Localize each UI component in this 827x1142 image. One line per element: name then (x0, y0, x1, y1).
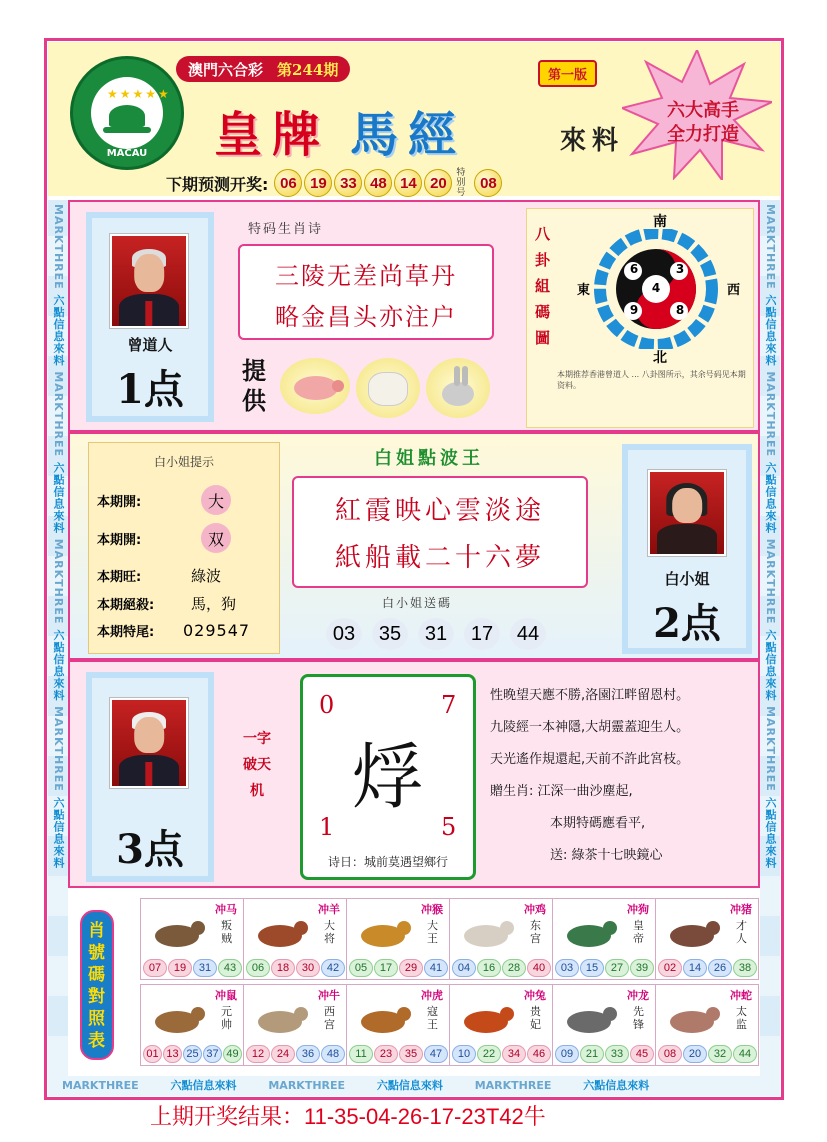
zodiac-numbers (658, 959, 757, 977)
zodiac-number: 18 (271, 959, 295, 977)
section-1 (68, 200, 760, 432)
riddle-number-tr: 7 (441, 691, 457, 719)
zodiac-label: 贵妃 (530, 1005, 541, 1031)
bagua-number: 9 (629, 303, 639, 317)
zodiac-number: 03 (555, 959, 579, 977)
side-brand-en: MARKTHREE (764, 538, 777, 625)
zodiac-label: 大王 (427, 919, 438, 945)
zodiac-chong: 冲猴 (421, 903, 443, 916)
zodiac-number: 01 (143, 1045, 162, 1063)
person-photo-3 (110, 698, 188, 788)
predict-ball: 06 (274, 169, 302, 197)
zodiac-chong: 冲蛇 (730, 989, 752, 1002)
person-photo-1 (110, 234, 188, 328)
slogan-line2: 全力打造 (667, 124, 739, 145)
zodiac-cell (140, 984, 244, 1066)
zodiac-number: 29 (399, 959, 423, 977)
zodiac-cell (655, 984, 759, 1066)
tip-value: 029547 (183, 621, 251, 640)
verse-line: 送: 綠茶十七映鏡心 (550, 848, 663, 863)
zodiac-number: 31 (193, 959, 217, 977)
verse-line: 贈生肖: 江深一曲沙塵起, (490, 784, 633, 799)
zodiac-section (68, 890, 760, 1076)
zodiac-numbers (555, 1045, 654, 1063)
last-result: 上期开奖结果：11-35-04-26-17-23T42牛 (150, 1104, 546, 1129)
tip-label: 本期特尾: (97, 625, 155, 640)
zodiac-cell (346, 984, 450, 1066)
bottom-brand-en: MARKTHREE (62, 1079, 139, 1092)
side-brand-en: MARKTHREE (764, 204, 777, 290)
issue-ribbon (176, 56, 350, 82)
send-number: 17 (464, 618, 500, 650)
zodiac-label: 寇王 (427, 1005, 438, 1031)
zodiac-number: 38 (733, 959, 757, 977)
title-part1: 皇牌 (214, 106, 331, 163)
predict-ball: 14 (394, 169, 422, 197)
zodiac-number: 47 (424, 1045, 448, 1063)
zodiac-number: 48 (321, 1045, 345, 1063)
zodiac-number: 20 (683, 1045, 707, 1063)
issue-number: 第244期 (277, 60, 339, 79)
predict-label: 下期预测开奖: (166, 174, 269, 194)
zodiac-number: 41 (424, 959, 448, 977)
bagua-east: 東 (577, 283, 591, 298)
riddle-number-br: 5 (441, 813, 457, 841)
bagua-number: 8 (675, 303, 685, 317)
zodiac-number: 34 (502, 1045, 526, 1063)
zodiac-numbers (452, 1045, 551, 1063)
poem-line-2b: 紙船載二十六夢 (334, 543, 545, 573)
send-number: 35 (372, 618, 408, 650)
zodiac-number: 36 (296, 1045, 320, 1063)
zodiac-chong: 冲羊 (318, 903, 340, 916)
zodiac-number: 21 (580, 1045, 604, 1063)
zodiac-number: 14 (683, 959, 707, 977)
zodiac-number: 46 (527, 1045, 551, 1063)
tips-card (88, 442, 280, 654)
tip-row (97, 621, 250, 640)
tiger-icon (355, 915, 413, 955)
zodiac-number: 13 (163, 1045, 182, 1063)
zodiac-chong: 冲兔 (524, 989, 546, 1002)
rooster-icon (458, 1001, 516, 1041)
zodiac-cell (552, 984, 656, 1066)
side-brand-cn: 六點信息來料 (764, 461, 777, 534)
tip-row (97, 565, 221, 586)
side-brand-cn: 六點信息來料 (764, 294, 777, 367)
zodiac-cell (449, 984, 553, 1066)
side-brand-cn: 六點信息來料 (52, 294, 65, 367)
section-3 (68, 660, 760, 888)
slogan-burst (622, 50, 772, 180)
verse-line: 性晚望天應不勝,洛園江畔留恩村。 (490, 688, 690, 703)
zodiac-side-label (80, 910, 114, 1060)
side-brand-cn: 六點信息來料 (52, 461, 65, 534)
send-number: 31 (418, 618, 454, 650)
riddle-number-tl: 0 (319, 691, 335, 719)
tip-label: 本期開: (97, 532, 142, 548)
verse-line: 天光遙作規還起,天前不許此宮枝。 (490, 752, 690, 767)
section-2 (68, 432, 760, 660)
person-card-3 (86, 672, 214, 882)
zodiac-cell (655, 898, 759, 980)
tip-label: 本期絕殺: (97, 598, 155, 613)
zodiac-number: 25 (183, 1045, 202, 1063)
side-brand-cn: 六點信息來料 (52, 796, 65, 869)
zodiac-label: 叛贼 (221, 919, 232, 945)
goat-icon (252, 1001, 310, 1041)
zodiac-chong: 冲马 (215, 903, 237, 916)
bottom-brand-cn: 六點信息來料 (376, 1079, 443, 1092)
emblem-caption: MACAU (106, 148, 148, 159)
zodiac-number: 24 (271, 1045, 295, 1063)
poem-box-1 (238, 244, 494, 340)
zodiac-number: 28 (502, 959, 526, 977)
riddle-caption: 诗日：城前莫遇望鄉行 (327, 855, 448, 869)
zodiac-number: 10 (452, 1045, 476, 1063)
send-numbers (326, 618, 546, 650)
zodiac-numbers (658, 1045, 757, 1063)
tip-value: 大 (201, 485, 231, 515)
zodiac-number: 04 (452, 959, 476, 977)
zodiac-number: 16 (477, 959, 501, 977)
snake-icon (664, 915, 722, 955)
side-brand-en: MARKTHREE (764, 371, 777, 458)
zodiac-side-text: 肖號碼對照表 (88, 921, 105, 1051)
zodiac-number: 23 (374, 1045, 398, 1063)
verse-line: 本期特碼應看平, (550, 816, 646, 831)
monkey-icon (355, 1001, 413, 1041)
bottom-brand-strip (48, 1076, 780, 1096)
zodiac-number: 43 (218, 959, 242, 977)
zodiac-cell (140, 898, 244, 980)
bagua-north: 北 (653, 350, 667, 366)
predict-ball: 19 (304, 169, 332, 197)
dragon-icon (561, 915, 619, 955)
riddle-char: 烰 (351, 735, 424, 819)
title-part2: 馬經 (350, 106, 467, 163)
zodiac-number: 30 (296, 959, 320, 977)
pig-icon (280, 358, 350, 414)
side-brand-cn: 六點信息來料 (764, 629, 777, 702)
zodiac-number: 08 (658, 1045, 682, 1063)
person-name-1: 曾道人 (127, 336, 173, 354)
predict-ball: 33 (334, 169, 362, 197)
side-brand-cn: 六點信息來料 (52, 629, 65, 702)
tip-label: 本期旺: (97, 570, 142, 585)
zodiac-number: 02 (658, 959, 682, 977)
tip-row (97, 485, 231, 515)
rat-icon (149, 915, 207, 955)
tip-row (97, 593, 236, 614)
zodiac-cell (243, 898, 347, 980)
zodiac-chong: 冲猪 (730, 903, 752, 916)
ox-icon (252, 915, 310, 955)
side-brand-en: MARKTHREE (764, 706, 777, 792)
tip-label: 本期開: (97, 494, 142, 510)
zodiac-chong: 冲牛 (318, 989, 340, 1002)
tip-value: 馬，狗 (191, 595, 237, 613)
poem-line-2: 略金昌头亦注户 (275, 303, 457, 331)
poem-box-2 (292, 476, 588, 588)
zodiac-numbers (555, 959, 654, 977)
zodiac-label: 皇帝 (633, 919, 644, 945)
pig-icon (664, 1001, 722, 1041)
zodiac-number: 26 (708, 959, 732, 977)
dog-icon (561, 1001, 619, 1041)
hint-label: 一字破天机 (243, 731, 271, 799)
verse-block (490, 680, 760, 872)
zodiac-chong: 冲鸡 (524, 903, 546, 916)
edition-badge: 第一版 (538, 60, 597, 87)
zodiac-number: 09 (555, 1045, 579, 1063)
header (48, 42, 780, 196)
bottom-brand-cn: 六點信息來料 (583, 1079, 650, 1092)
bagua-south: 南 (653, 214, 667, 230)
bottom-brand-en: MARKTHREE (474, 1079, 552, 1092)
zodiac-cell (243, 984, 347, 1066)
zodiac-label: 大将 (324, 919, 335, 945)
zodiac-number: 42 (321, 959, 345, 977)
tip-value: 綠波 (191, 567, 222, 585)
zodiac-number: 49 (223, 1045, 242, 1063)
bagua-west: 西 (727, 283, 741, 298)
provide-label: 提供 (242, 356, 266, 415)
tip-row (97, 523, 231, 553)
right-side-strip (760, 200, 780, 1076)
poem-subtitle-2: 白姐點波王 (374, 448, 484, 469)
zodiac-chong: 冲鼠 (215, 989, 237, 1002)
slogan-line1: 六大高手 (667, 100, 739, 121)
zodiac-number: 05 (349, 959, 373, 977)
zodiac-number: 15 (580, 959, 604, 977)
poem-line-1: 三陵无差尚草丹 (275, 262, 457, 290)
person-photo-2 (648, 470, 726, 556)
rabbit-icon (426, 358, 490, 418)
rabbit-icon (458, 915, 516, 955)
score-1: 1点 (116, 366, 184, 413)
zodiac-number: 22 (477, 1045, 501, 1063)
bagua-number: 4 (651, 281, 661, 295)
zodiac-number: 19 (168, 959, 192, 977)
horse-icon (149, 1001, 207, 1041)
left-side-strip (48, 200, 68, 1076)
side-brand-en: MARKTHREE (52, 204, 65, 290)
score-2: 2点 (653, 600, 721, 647)
zodiac-number: 40 (527, 959, 551, 977)
zodiac-cell (449, 898, 553, 980)
zodiac-label: 才人 (736, 919, 747, 945)
side-brand-cn: 六點信息來料 (764, 796, 777, 869)
zodiac-cell (346, 898, 450, 980)
special-label: 特别号 (456, 168, 466, 198)
zodiac-number: 17 (374, 959, 398, 977)
riddle-box (300, 674, 476, 880)
zodiac-label: 先锋 (633, 1005, 644, 1031)
side-brand-en: MARKTHREE (52, 706, 65, 792)
zodiac-label: 西宫 (324, 1005, 335, 1031)
lottery-name: 澳門六合彩 (188, 60, 264, 79)
poem-line-2a: 紅霞映心雲淡途 (334, 496, 545, 526)
zodiac-label: 元帅 (221, 1005, 232, 1031)
zodiac-numbers (349, 959, 448, 977)
zodiac-number: 11 (349, 1045, 373, 1063)
send-number: 44 (510, 618, 546, 650)
predict-ball: 48 (364, 169, 392, 197)
bagua-note: 本期推荐香港曾道人 ... 八卦图所示，其余号码见本期资料。 (557, 370, 746, 390)
zodiac-number: 39 (630, 959, 654, 977)
send-number: 03 (326, 618, 362, 650)
source-label: 來料 (560, 126, 625, 156)
bottom-brand-en: MARKTHREE (268, 1079, 346, 1092)
bottom-brand-cn: 六點信息來料 (170, 1079, 237, 1092)
zodiac-number: 07 (143, 959, 167, 977)
bagua-number: 6 (629, 262, 639, 276)
zodiac-numbers (246, 1045, 345, 1063)
zodiac-cell (552, 898, 656, 980)
zodiac-number: 35 (399, 1045, 423, 1063)
zodiac-grid (140, 898, 760, 1070)
zodiac-numbers (246, 959, 345, 977)
zodiac-number: 44 (733, 1045, 757, 1063)
zodiac-numbers (349, 1045, 448, 1063)
tips-title: 白小姐提示 (153, 455, 214, 469)
page-title (214, 100, 467, 163)
verse-line: 九陵經一本神隱,大胡靈蓋迎生人。 (490, 720, 690, 735)
send-label: 白小姐送碼 (382, 596, 453, 610)
zodiac-number: 45 (630, 1045, 654, 1063)
zodiac-chong: 冲虎 (421, 989, 443, 1002)
poem-subtitle-1: 特码生肖诗 (248, 222, 324, 237)
zodiac-numbers (452, 959, 551, 977)
special-ball: 08 (474, 169, 502, 197)
side-brand-en: MARKTHREE (52, 538, 65, 625)
zodiac-numbers (143, 1045, 242, 1063)
bagua-panel (526, 208, 754, 428)
person-name-2: 白小姐 (664, 570, 710, 588)
zodiac-number: 33 (605, 1045, 629, 1063)
zodiac-chong: 冲狗 (627, 903, 649, 916)
zodiac-label: 东宫 (530, 919, 541, 945)
prediction-row (166, 168, 502, 198)
side-brand-en: MARKTHREE (52, 371, 65, 458)
tip-value: 双 (201, 523, 231, 553)
zodiac-number: 06 (246, 959, 270, 977)
riddle-number-bl: 1 (319, 813, 335, 841)
bagua-number: 3 (675, 262, 685, 276)
score-3: 3点 (116, 826, 184, 873)
zodiac-chong: 冲龙 (627, 989, 649, 1002)
person-card-2 (622, 444, 752, 654)
zodiac-number: 32 (708, 1045, 732, 1063)
zodiac-label: 太监 (736, 1005, 747, 1031)
sheep-icon (356, 358, 420, 418)
bagua-title: 八卦組碼圖 (535, 225, 551, 347)
zodiac-number: 37 (203, 1045, 222, 1063)
zodiac-number: 27 (605, 959, 629, 977)
zodiac-numbers (143, 959, 242, 977)
person-card-1 (86, 212, 214, 422)
macau-emblem-icon: ★★★★★ MACAU (70, 56, 184, 170)
zodiac-number: 12 (246, 1045, 270, 1063)
predict-ball: 20 (424, 169, 452, 197)
